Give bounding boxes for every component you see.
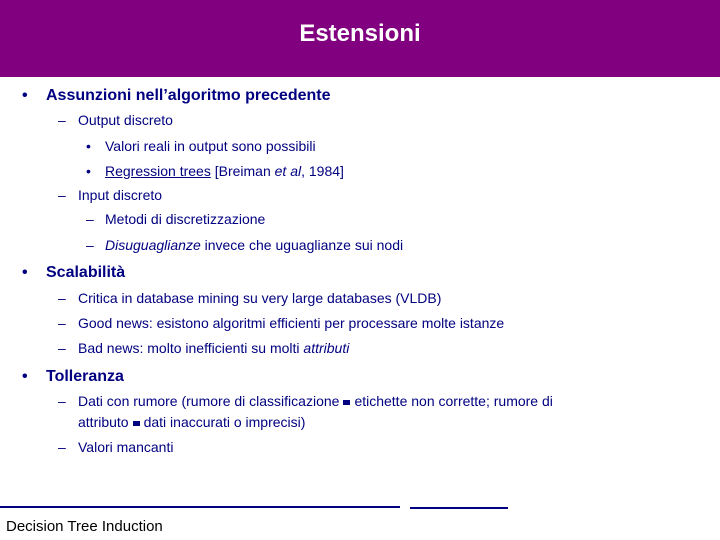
bad-news-text: Bad news: molto inefficienti su molti [78,340,304,356]
arrow-square-icon [343,400,350,405]
arrow-square-icon [133,421,140,426]
bullet-marker: • [22,368,28,385]
bullet-marker: • [86,163,91,179]
dash-marker: – [86,211,94,227]
item-regression-trees [105,163,344,179]
dash-marker: – [58,315,66,331]
citation-prefix: [Breiman [210,163,275,179]
item-valori-mancanti: Valori mancanti [78,439,174,455]
bullet-marker: • [22,264,28,281]
attributi-emphasis: attributi [303,340,350,356]
item-input-discreto: Input discreto [78,187,163,203]
dash-marker: – [58,187,66,203]
footer-divider-accent [410,507,508,509]
regression-trees-link[interactable]: Regression trees [105,163,211,179]
item-output-discreto: Output discreto [78,112,173,128]
rumore-text-c: attributo [78,414,129,430]
item-disuguaglianze [105,237,403,253]
rumore-text-d: dati inaccurati o imprecisi) [143,414,306,430]
item-metodi-discretizzazione: Metodi di discretizzazione [105,211,266,227]
footer-label: Decision Tree Induction [6,518,163,535]
item-critica-vldb: Critica in database mining su very large databases (VLDB) [78,290,442,306]
dash-marker: – [58,290,66,306]
citation-et-al: et al [274,163,302,179]
section-heading-scalabilita: Scalabilità [46,264,126,281]
item-good-news: Good news: esistono algoritmi efficienti per processare molte istanze [78,315,505,331]
bullet-marker: • [22,87,28,104]
slide-title: Estensioni [299,20,421,47]
disuguaglianze-emphasis: Disuguaglianze [105,237,201,253]
item-dati-rumore-line2 [78,414,305,430]
section-heading-tolleranza: Tolleranza [46,368,124,385]
dash-marker: – [86,237,94,253]
item-dati-rumore-line1 [78,393,553,409]
item-bad-news [78,340,349,356]
dash-marker: – [58,393,66,409]
bullet-marker: • [86,138,91,154]
disuguaglianze-rest: invece che uguaglianze sui nodi [200,237,404,253]
item-valori-reali: Valori reali in output sono possibili [105,138,316,154]
rumore-text-a: Dati con rumore (rumore di classificazione [78,393,340,409]
citation-suffix: , 1984] [301,163,344,179]
dash-marker: – [58,112,66,128]
dash-marker: – [58,340,66,356]
footer-divider [0,506,400,508]
title-banner [0,0,720,77]
rumore-text-b: etichette non corrette; rumore di [354,393,553,409]
section-heading-assunzioni: Assunzioni nell’algoritmo precedente [46,87,331,104]
dash-marker: – [58,439,66,455]
